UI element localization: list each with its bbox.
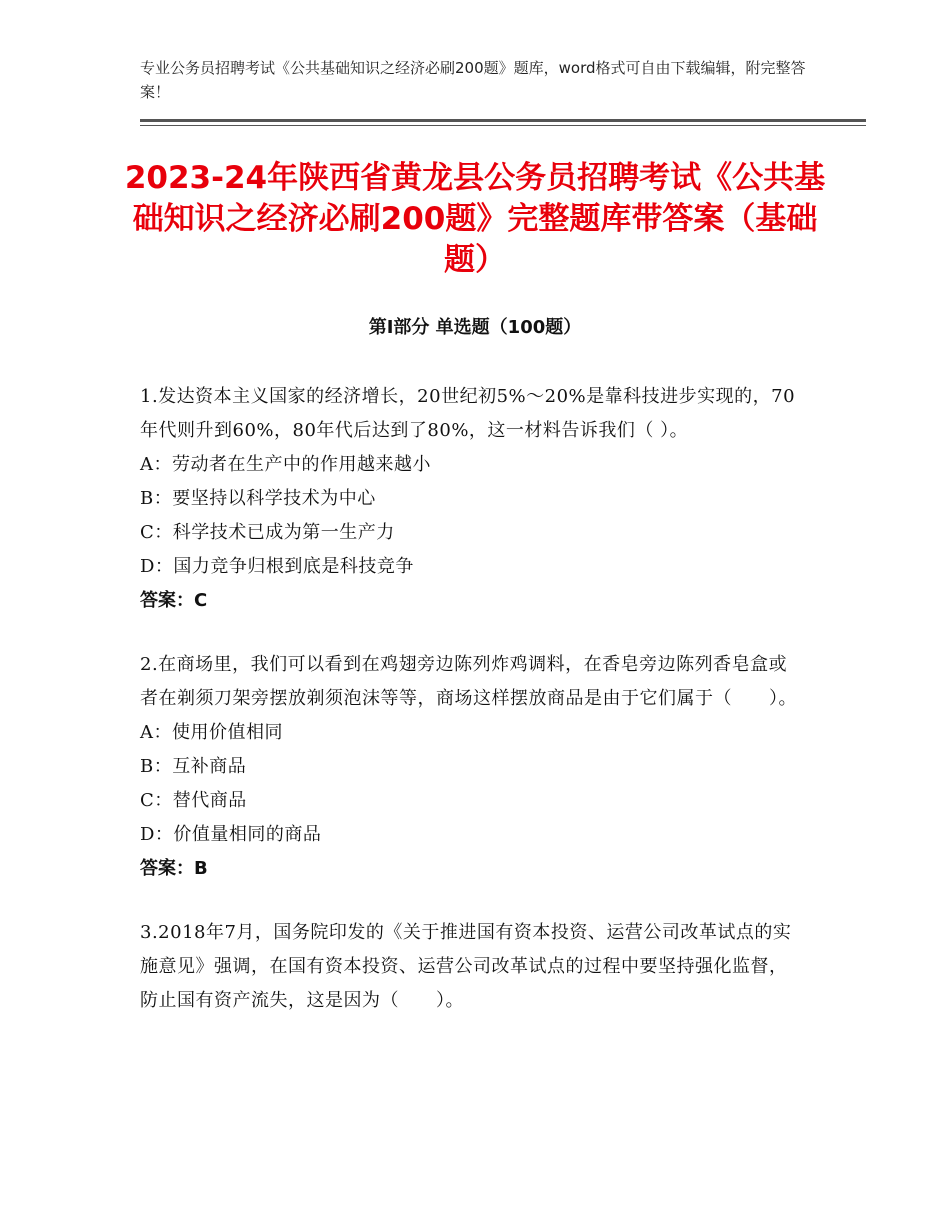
section-heading: 第Ⅰ部分 单选题（100题） — [368, 317, 582, 338]
option-d: D：国力竞争归根到底是科技竞争 — [140, 556, 414, 577]
question-2 — [140, 648, 800, 886]
answer-line: 答案：C — [140, 590, 208, 611]
option-c: C：替代商品 — [140, 790, 247, 811]
option-a: A：使用价值相同 — [140, 722, 283, 743]
header-note: 专业公务员招聘考试《公共基础知识之经济必刷200题》题库，word格式可自由下载编辑，附完整答案！ — [140, 59, 806, 101]
option-d: D：价值量相同的商品 — [140, 824, 322, 845]
document-title: 2023-24年陕西省黄龙县公务员招聘考试《公共基础知识之经济必刷200题》完整题库带答案（基础题） — [124, 160, 826, 278]
answer-line: 答案：B — [140, 858, 208, 879]
header-divider-thick — [140, 119, 866, 122]
question-1 — [140, 380, 800, 618]
question-stem: 3.2018年7月，国务院印发的《关于推进国有资本投资、运营公司改革试点的实施意见》强调，在国有资本投资、运营公司改革试点的过程中要坚持强化监督，防止国有资产流失，这是因为（ ）。 — [140, 922, 792, 1011]
question-3 — [140, 916, 800, 1018]
option-a: A：劳动者在生产中的作用越来越小 — [140, 454, 431, 475]
question-stem: 2.在商场里，我们可以看到在鸡翅旁边陈列炸鸡调料，在香皂旁边陈列香皂盒或者在剃须刀架旁摆放剃须泡沫等等，商场这样摆放商品是由于它们属于（ ）。 — [140, 654, 797, 709]
question-list — [140, 380, 800, 1048]
option-b: B：要坚持以科学技术为中心 — [140, 488, 376, 509]
question-stem: 1.发达资本主义国家的经济增长，20世纪初5%～20%是靠科技进步实现的，70年代则升到60%，80年代后达到了80%，这一材料告诉我们（ ）。 — [140, 386, 796, 441]
option-b: B：互补商品 — [140, 756, 247, 777]
header-divider-thin — [140, 125, 866, 126]
option-c: C：科学技术已成为第一生产力 — [140, 522, 395, 543]
